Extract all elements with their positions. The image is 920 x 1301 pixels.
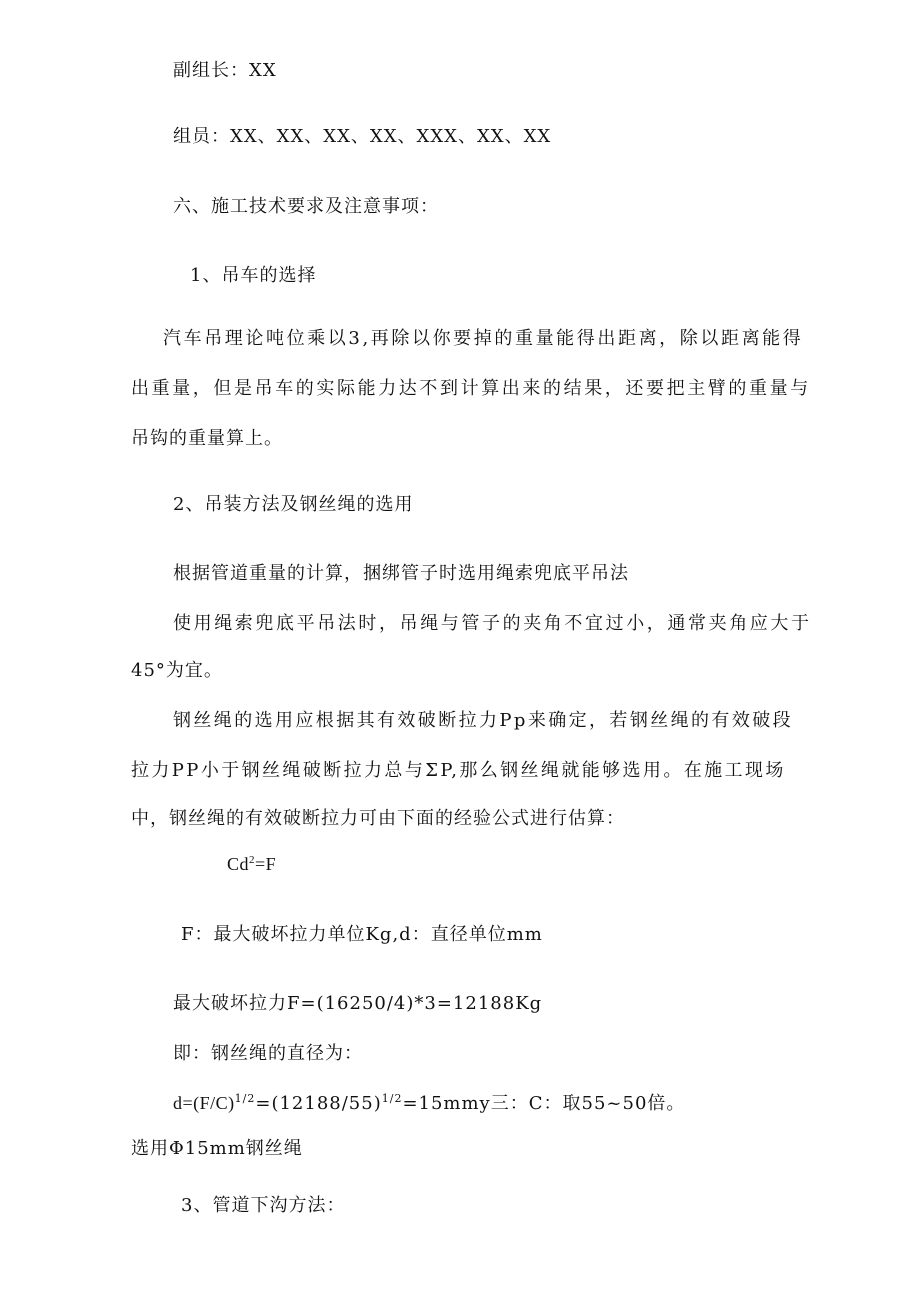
item-3-heading: 3、管道下沟方法： [181, 1195, 346, 1216]
members-line: 组员：XX、XX、XX、XX、XXX、XX、XX [173, 126, 552, 147]
item-1-heading: 1、吊车的选择 [190, 265, 317, 286]
formula-rest: =F [255, 854, 277, 874]
crane-paragraph-line-3: 吊钩的重量算上。 [131, 428, 283, 449]
crane-paragraph-line-1: 汽车吊理论吨位乘以3,再除以你要掉的重量能得出距离，除以距离能得 [163, 328, 804, 349]
item-2-heading: 2、吊装方法及钢丝绳的选用 [173, 494, 414, 515]
deputy-leader-line: 副组长：XX [173, 60, 277, 81]
rope-paragraph-line-1: 钢丝绳的选用应根据其有效破断拉力Pp来确定，若钢丝绳的有效破段 [173, 710, 794, 731]
formula-line [227, 853, 276, 875]
method-paragraph-line-3: 45°为宜。 [131, 660, 223, 681]
method-paragraph-line-1: 根据管道重量的计算，捆绑管子时选用绳索兜底平吊法 [173, 563, 629, 584]
crane-paragraph-line-2: 出重量，但是吊车的实际能力达不到计算出来的结果，还要把主臂的重量与 [131, 378, 811, 399]
calc-exponent-1: 1/2 [234, 1092, 256, 1105]
diameter-intro-line: 即：钢丝绳的直径为： [173, 1043, 363, 1064]
formula-exponent: 2 [249, 854, 256, 866]
rope-paragraph-line-2: 拉力PP小于钢丝绳破断拉力总与ΣP,那么钢丝绳就能够选用。在施工现场 [131, 760, 786, 781]
rope-paragraph-line-3: 中，钢丝绳的有效破断拉力可由下面的经验公式进行估算： [131, 808, 625, 829]
selection-line: 选用Φ15mm钢丝绳 [131, 1138, 303, 1159]
formula-base: Cd [227, 854, 250, 874]
calc-part-2: =(12188/55) [255, 1093, 382, 1114]
max-force-line: 最大破坏拉力F=(16250/4)*3=12188Kg [173, 993, 543, 1014]
calc-part-1: d=(F/C) [173, 1093, 235, 1113]
method-paragraph-line-2: 使用绳索兜底平吊法时，吊绳与管子的夹角不宜过小，通常夹角应大于 [173, 613, 812, 634]
diameter-calc-line [173, 1092, 685, 1115]
section-six-heading: 六、施工技术要求及注意事项： [173, 196, 439, 217]
calc-exponent-2: 1/2 [381, 1092, 403, 1105]
calc-part-3: =15mmy三：C：取55~50倍。 [402, 1093, 686, 1114]
definition-line: F：最大破坏拉力单位Kg,d：直径单位mm [181, 924, 543, 945]
